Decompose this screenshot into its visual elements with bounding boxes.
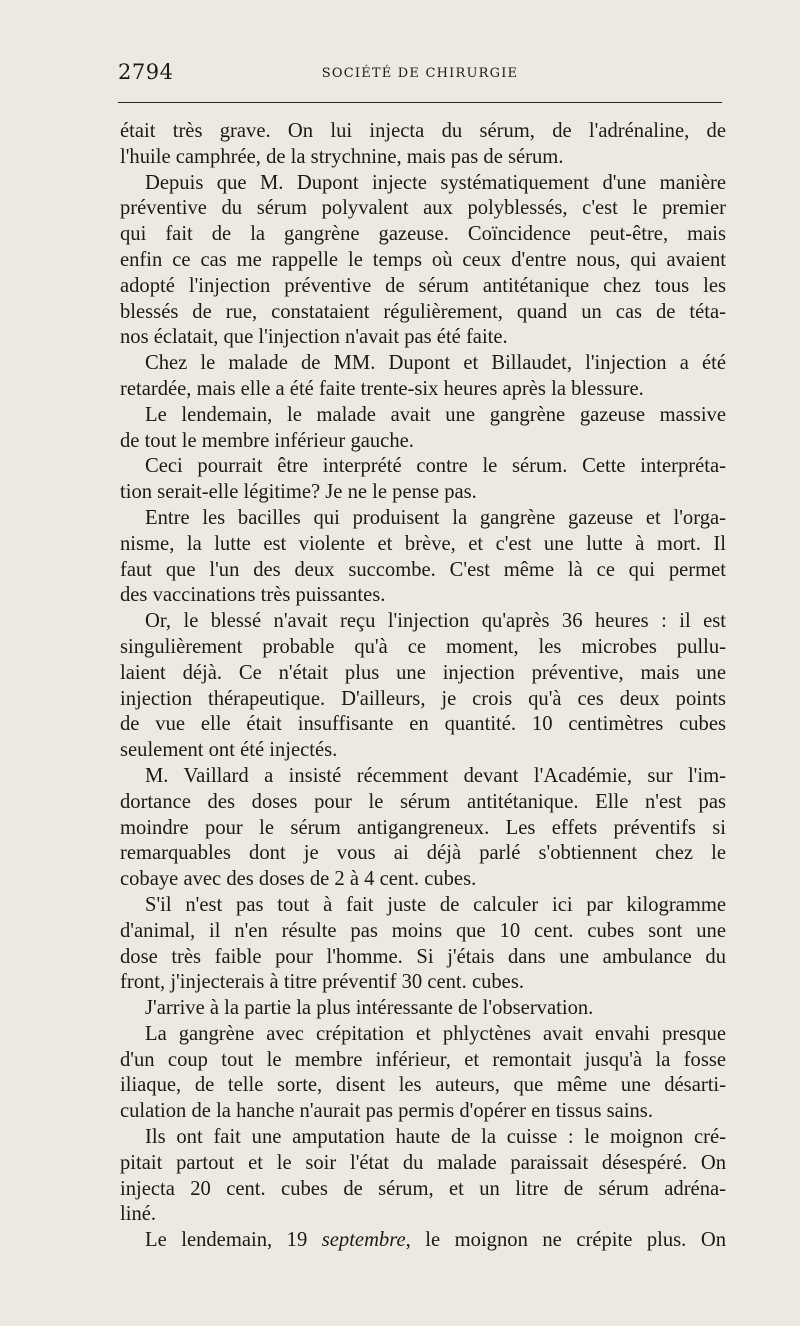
text-line: injection thérapeutique. D'ailleurs, je crois qu'à ces deux points xyxy=(120,687,726,710)
text-line: front, j'injecterais à titre préventif 30 cent. cubes. xyxy=(120,971,524,994)
text-line: faut que l'un des deux succombe. C'est même là ce qui permet xyxy=(120,558,726,581)
final-line-start: Le lendemain, 19 xyxy=(145,1229,322,1252)
text-line: des vaccinations très puissantes. xyxy=(120,584,386,607)
text-line: laient déjà. Ce n'était plus une injection préventive, mais une xyxy=(120,661,726,684)
text-line: moindre pour le sérum antigangreneux. Les effets préventifs si xyxy=(120,816,726,839)
text-line: adopté l'injection préventive de sérum antitétanique chez tous les xyxy=(120,274,726,297)
text-line: injecta 20 cent. cubes de sérum, et un litre de sérum adréna- xyxy=(120,1177,726,1200)
text-line: Chez le malade de MM. Dupont et Billaudet, l'injection a été xyxy=(145,352,726,375)
text-line: Le lendemain, le malade avait une gangrène gazeuse massive xyxy=(145,403,726,426)
text-line: M. Vaillard a insisté récemment devant l'Académie, sur l'im- xyxy=(145,764,726,787)
text-line: nisme, la lutte est violente et brève, et c'est une lutte à mort. Il xyxy=(120,532,726,555)
text-line: retardée, mais elle a été faite trente-six heures après la blessure. xyxy=(120,377,644,400)
text-line: Entre les bacilles qui produisent la gangrène gazeuse et l'orga- xyxy=(145,506,726,529)
text-line: préventive du sérum polyvalent aux polyblessés, c'est le premier xyxy=(120,197,726,220)
italic-date: septembre xyxy=(321,1229,406,1252)
header-rule xyxy=(118,102,722,103)
text-line: l'huile camphrée, de la strychnine, mais pas de sérum. xyxy=(120,145,564,168)
text-line: S'il n'est pas tout à fait juste de calculer ici par kilogramme xyxy=(145,893,726,916)
text-line: dortance des doses pour le sérum antitétanique. Elle n'est pas xyxy=(120,790,726,813)
text-line: dose très faible pour l'homme. Si j'étais dans une ambulance du xyxy=(120,945,726,968)
text-line: de tout le membre inférieur gauche. xyxy=(120,429,414,452)
text-line: qui fait de la gangrène gazeuse. Coïncidence peut-être, mais xyxy=(120,223,726,246)
text-line: pitait partout et le soir l'état du malade paraissait désespéré. On xyxy=(120,1151,726,1174)
page-number: 2794 xyxy=(118,60,174,84)
text-line: Depuis que M. Dupont injecte systématiquement d'une manière xyxy=(145,171,726,194)
text-line: de vue elle était insuffisante en quantité. 10 centimètres cubes xyxy=(120,713,726,736)
text-line: enfin ce cas me rappelle le temps où ceux d'entre nous, qui avaient xyxy=(120,248,726,271)
text-line: culation de la hanche n'aurait pas permis d'opérer en tissus sains. xyxy=(120,1100,653,1123)
text-line: liné. xyxy=(120,1203,157,1226)
text-line: iliaque, de telle sorte, disent les auteurs, que même une désarti- xyxy=(120,1074,726,1097)
text-line: cobaye avec des doses de 2 à 4 cent. cubes. xyxy=(120,868,477,891)
text-line: Or, le blessé n'avait reçu l'injection qu'après 36 heures : il est xyxy=(145,610,726,633)
text-line: J'arrive à la partie la plus intéressante de l'observation. xyxy=(145,997,594,1020)
final-text-line xyxy=(120,1228,726,1254)
final-line-end: , le moignon ne crépite plus. On xyxy=(405,1229,726,1252)
text-line: Ils ont fait une amputation haute de la cuisse : le moignon cré- xyxy=(145,1126,726,1149)
page-header xyxy=(118,60,722,90)
text-line: remarquables dont je vous ai déjà parlé s'obtiennent chez le xyxy=(120,842,726,865)
running-head: SOCIÉTÉ DE CHIRURGIE xyxy=(321,66,519,81)
text-line: tion serait-elle légitime? Je ne le pense pas. xyxy=(120,481,477,504)
text-line: était très grave. On lui injecta du sérum, de l'adrénaline, de xyxy=(120,120,726,142)
body-text xyxy=(120,119,726,1254)
text-line: blessés de rue, constataient régulièrement, quand un cas de téta- xyxy=(120,300,726,323)
text-line: d'animal, il n'en résulte pas moins que 10 cent. cubes sont une xyxy=(120,919,726,942)
text-line: Ceci pourrait être interprété contre le sérum. Cette interpréta- xyxy=(145,455,726,478)
text-line: d'un coup tout le membre inférieur, et remontait jusqu'à la fosse xyxy=(120,1048,726,1071)
text-line: seulement ont été injectés. xyxy=(120,739,338,762)
text-line: La gangrène avec crépitation et phlyctènes avait envahi presque xyxy=(145,1022,726,1045)
text-line: singulièrement probable qu'à ce moment, les microbes pullu- xyxy=(120,635,726,658)
text-line: nos éclatait, que l'injection n'avait pas été faite. xyxy=(120,326,508,349)
